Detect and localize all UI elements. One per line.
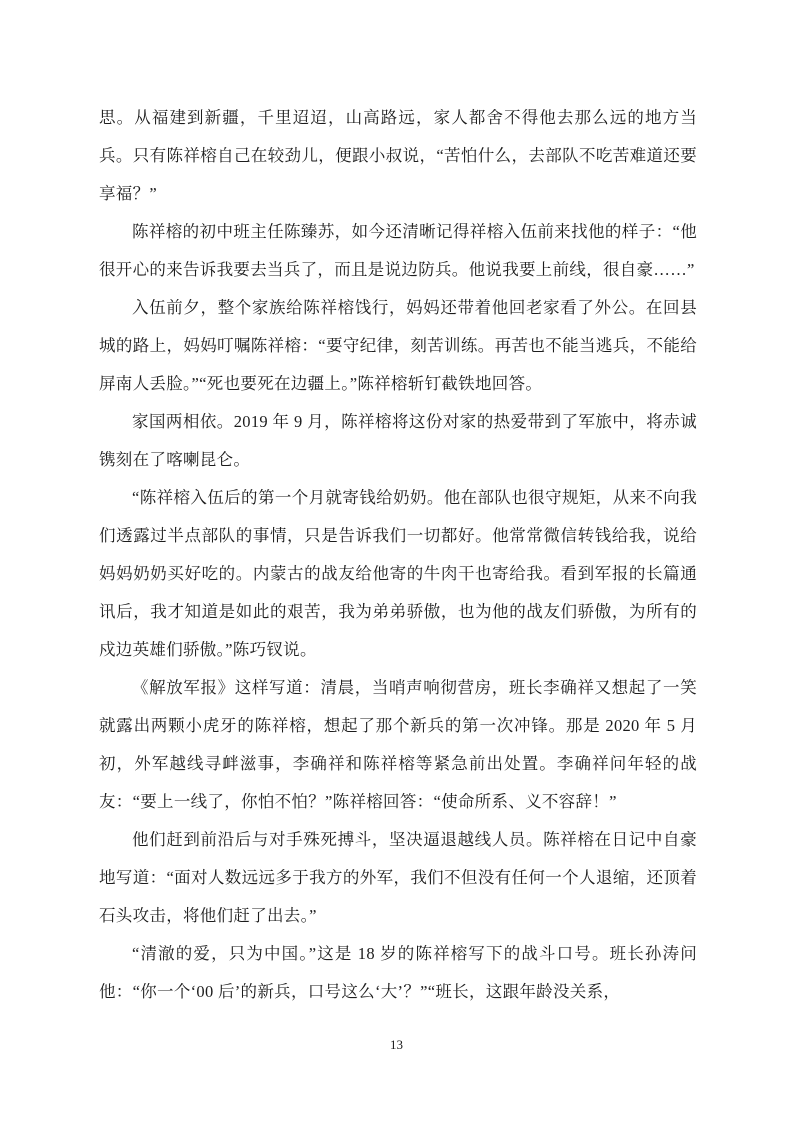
page-number: 13 [390, 1037, 403, 1052]
document-body-text [99, 99, 697, 1011]
paragraph: “陈祥榕入伍后的第一个月就寄钱给奶奶。他在部队也很守规矩，从来不向我们透露过半点部队的事情，只是告诉我们一切都好。他常常微信转钱给我，说给妈妈奶奶买好吃的。内蒙古的战友给他寄的牛肉干也寄给我。看到军报的长篇通讯后，我才知道是如此的艰苦，我为弟弟骄傲，也为他的战友们骄傲，为所有的戍边英雄们骄傲。”陈巧钗说。 [99, 488, 697, 659]
paragraph: 陈祥榕的初中班主任陈臻苏，如今还清晰记得祥榕入伍前来找他的样子：“他很开心的来告诉我要去当兵了，而且是说边防兵。他说我要上前线，很自豪……” [99, 222, 697, 279]
paragraph: 他们赶到前沿后与对手殊死搏斗，坚决逼退越线人员。陈祥榕在日记中自豪地写道：“面对人数远远多于我方的外军，我们不但没有任何一个人退缩，还顶着石头攻击，将他们赶了出去。” [99, 830, 697, 925]
paragraph: “清澈的爱，只为中国。”这是 18 岁的陈祥榕写下的战斗口号。班长孙涛问他：“你一个‘00 后’的新兵，口号这么‘大’？”“班长，这跟年龄没关系， [99, 944, 697, 1001]
paragraph: 入伍前夕，整个家族给陈祥榕饯行，妈妈还带着他回老家看了外公。在回县城的路上，妈妈叮嘱陈祥榕：“要守纪律，刻苦训练。再苦也不能当逃兵，不能给屏南人丢脸。”“死也要死在边疆上。”陈祥榕斩钉截铁地回答。 [99, 298, 697, 393]
paragraph: 《解放军报》这样写道：清晨，当哨声响彻营房，班长李确祥又想起了一笑就露出两颗小虎牙的陈祥榕，想起了那个新兵的第一次冲锋。那是 2020 年 5 月初，外军越线寻衅滋事，李确祥和陈祥榕等紧急前出处置。李确祥问年轻的战友：“要上一线了，你怕不怕？”陈祥榕回答：“使命所系、义不容辞！” [99, 678, 697, 811]
paragraph: 思。从福建到新疆，千里迢迢，山高路远，家人都舍不得他去那么远的地方当兵。只有陈祥榕自己在较劲儿，便跟小叔说，“苦怕什么，去部队不吃苦难道还要享福？” [99, 108, 697, 203]
paragraph: 家国两相依。2019 年 9 月，陈祥榕将这份对家的热爱带到了军旅中，将赤诚镌刻在了喀喇昆仑。 [99, 412, 697, 469]
